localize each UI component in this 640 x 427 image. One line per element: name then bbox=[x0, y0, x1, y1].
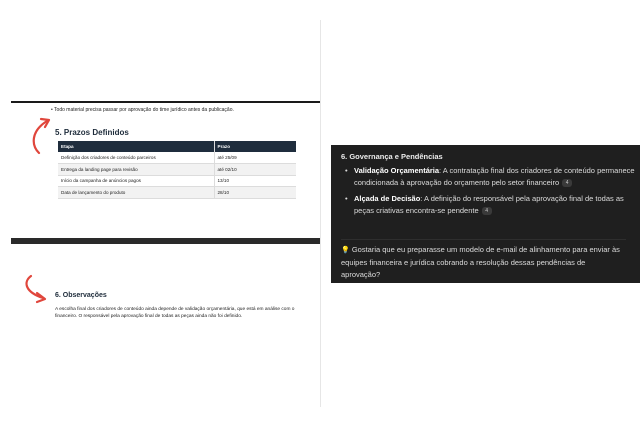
response-list bbox=[341, 165, 636, 221]
table-cell-prazo: até 25/09 bbox=[214, 152, 296, 164]
curved-arrow-icon bbox=[25, 115, 55, 155]
table-cell-etapa: Data de lançamento do produto bbox=[58, 187, 214, 199]
table-cell-etapa: Início da campanha de anúncios pagos bbox=[58, 175, 214, 187]
lightbulb-icon: 💡 bbox=[341, 247, 350, 254]
follow-up-text: Gostaria que eu preparasse um modelo de e-mail de alinhamento para enviar às equipes financeira e jurídica cobrando a resolução dessas pendências de aprovação? bbox=[341, 245, 620, 279]
approval-bullet: • Todo material precisa passar por aprovação do time jurídico antes da publicação. bbox=[51, 107, 234, 113]
response-heading: 6. Governança e Pendências bbox=[341, 152, 443, 161]
table-row bbox=[58, 175, 296, 187]
item-text: : A contratação final dos criadores de conteúdo permanece condicionada à aprovação do orçamento pelo setor financeiro bbox=[354, 166, 635, 187]
list-item bbox=[341, 165, 636, 189]
column-header-prazo: Prazo bbox=[214, 141, 296, 152]
section-6-heading: 6. Observações bbox=[55, 292, 107, 299]
table-cell-etapa: Definição dos criadores de conteúdo parceiros bbox=[58, 152, 214, 164]
table-cell-prazo: até 02/10 bbox=[214, 164, 296, 176]
table-cell-etapa: Entrega da landing page para revisão bbox=[58, 164, 214, 176]
curved-arrow-icon bbox=[21, 274, 51, 304]
document-page bbox=[11, 244, 320, 324]
table-header-row bbox=[58, 141, 296, 152]
table-cell-prazo: 28/10 bbox=[214, 187, 296, 199]
column-header-etapa: Etapa bbox=[58, 141, 214, 152]
citation-chip[interactable]: 4 bbox=[562, 179, 572, 187]
table-cell-prazo: 13/10 bbox=[214, 175, 296, 187]
item-label: Validação Orçamentária bbox=[354, 166, 440, 175]
item-text: : A definição do responsável pela aprovação final de todas as peças criativas encontra-se pendente bbox=[354, 194, 624, 215]
document-page bbox=[11, 101, 320, 238]
deadlines-table bbox=[58, 141, 296, 199]
section-6-text: A escolha final dos criadores de conteúdo ainda depende de validação orçamentária, que está em análise com o financeiro. O responsável pela aprovação final de todas as peças ainda não foi definido. bbox=[55, 307, 295, 319]
citation-chip[interactable]: 4 bbox=[482, 207, 492, 215]
table-row bbox=[58, 152, 296, 164]
panel-divider bbox=[320, 20, 321, 407]
item-label: Alçada de Decisão bbox=[354, 194, 421, 203]
chat-response-panel bbox=[331, 145, 640, 283]
table-row bbox=[58, 187, 296, 199]
table-row bbox=[58, 164, 296, 176]
list-item bbox=[341, 193, 636, 217]
response-divider bbox=[341, 239, 626, 240]
section-5-heading: 5. Prazos Definidos bbox=[55, 128, 129, 137]
follow-up-question bbox=[341, 244, 626, 281]
